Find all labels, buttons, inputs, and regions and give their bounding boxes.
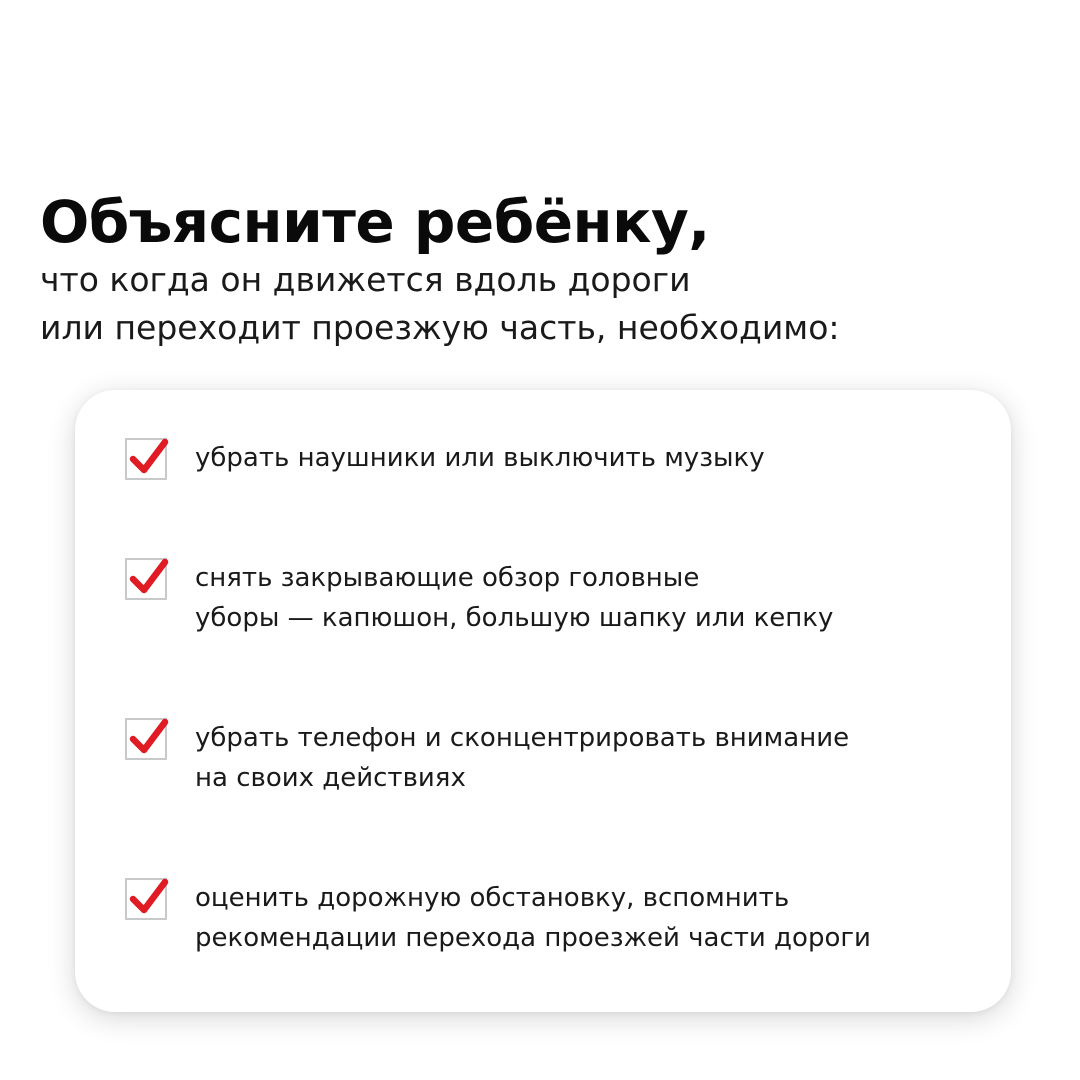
checklist-item-line: оценить дорожную обстановку, вспомнить: [195, 883, 790, 913]
checkbox[interactable]: [125, 718, 167, 760]
checklist-item: [125, 718, 849, 798]
checkmark-icon: [125, 874, 173, 922]
checklist-item: [125, 558, 833, 638]
checklist-item: [125, 878, 871, 958]
page-title: Объясните ребёнку,: [40, 188, 710, 256]
checklist-item-text: [195, 878, 871, 958]
checklist-item-line: уборы — капюшон, большую шапку или кепку: [195, 603, 834, 633]
checklist-item-text: [195, 438, 765, 478]
checklist-item-line: убрать наушники или выключить музыку: [195, 443, 765, 473]
checkmark-icon: [125, 714, 173, 762]
checklist-item-line: рекомендации перехода проезжей части дороги: [195, 923, 871, 953]
checkbox[interactable]: [125, 558, 167, 600]
checkbox[interactable]: [125, 438, 167, 480]
subtitle-line: что когда он движется вдоль дороги: [40, 260, 691, 299]
page-subtitle: [40, 256, 840, 352]
checklist-item-line: убрать телефон и сконцентрировать внимание: [195, 723, 850, 753]
checklist-item-line: на своих действиях: [195, 763, 466, 793]
subtitle-line: или переходит проезжую часть, необходимо:: [40, 308, 840, 347]
checklist-item-text: [195, 558, 833, 638]
checklist-item: [125, 438, 765, 480]
checklist-card: [75, 390, 1011, 1012]
checklist-item-line: снять закрывающие обзор головные: [195, 563, 700, 593]
checkmark-icon: [125, 434, 173, 482]
checklist-item-text: [195, 718, 849, 798]
checkbox[interactable]: [125, 878, 167, 920]
checkmark-icon: [125, 554, 173, 602]
